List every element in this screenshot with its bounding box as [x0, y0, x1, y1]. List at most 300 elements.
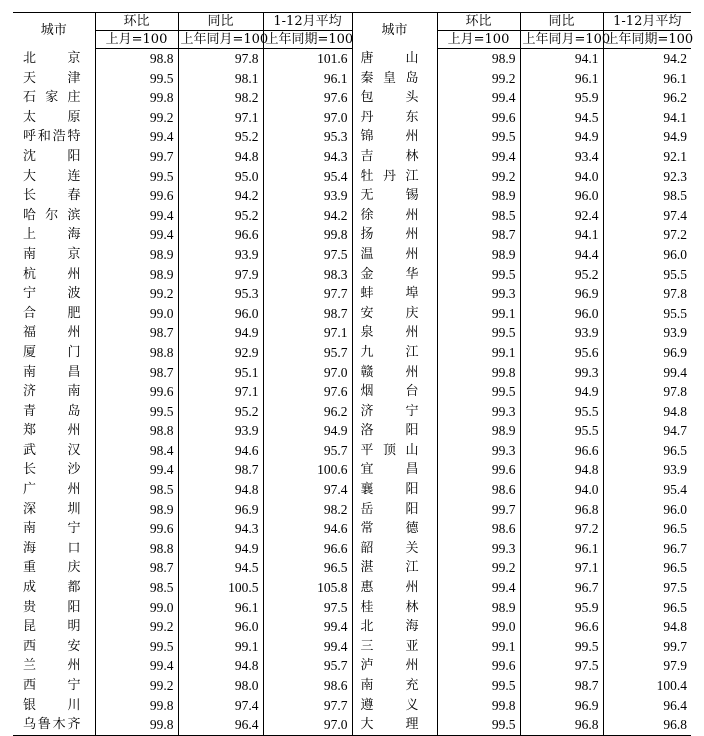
- mom-cell: 99.6: [437, 108, 520, 128]
- avg-cell: 99.7: [603, 637, 691, 657]
- mom-cell: 99.5: [437, 382, 520, 402]
- table-header: [13, 13, 694, 49]
- mom-cell: 99.5: [95, 402, 178, 422]
- city-cell: 乌鲁木齐: [13, 715, 95, 735]
- city-cell: 泉州: [352, 323, 437, 343]
- mom-cell: 99.2: [95, 676, 178, 696]
- yoy-cell: 96.0: [520, 304, 603, 324]
- city-cell: 遵义: [352, 696, 437, 716]
- mom-cell: 99.1: [437, 343, 520, 363]
- yoy-cell: 94.9: [178, 323, 263, 343]
- avg-cell: 96.5: [603, 558, 691, 578]
- yoy-cell: 94.8: [178, 147, 263, 167]
- yoy-cell: 97.4: [178, 696, 263, 716]
- yoy-cell: 93.9: [178, 421, 263, 441]
- yoy-cell: 95.2: [178, 402, 263, 422]
- yoy-cell: 96.9: [178, 500, 263, 520]
- avg-cell: 97.0: [263, 715, 352, 735]
- mom-cell: 99.5: [95, 637, 178, 657]
- avg-cell: 96.5: [263, 558, 352, 578]
- avg-cell: 98.5: [603, 186, 691, 206]
- yoy-cell: 94.8: [520, 460, 603, 480]
- table-row: [13, 441, 691, 461]
- yoy-cell: 96.6: [520, 617, 603, 637]
- avg-cell: 96.1: [263, 69, 352, 89]
- avg-cell: 94.3: [263, 147, 352, 167]
- city-cell: 惠州: [352, 578, 437, 598]
- yoy-cell: 92.9: [178, 343, 263, 363]
- mom-cell: 99.8: [95, 88, 178, 108]
- city-cell: 济南: [23, 384, 81, 400]
- avg-cell: 94.2: [603, 49, 691, 69]
- mom-cell: 99.4: [95, 460, 178, 480]
- mom-cell: 99.3: [437, 539, 520, 559]
- city-cell: 重庆: [23, 560, 81, 576]
- table-row: [13, 108, 691, 128]
- avg-cell: 95.3: [263, 127, 352, 147]
- avg-cell: 99.4: [603, 363, 691, 383]
- table-row: [13, 460, 691, 480]
- header-yoy-base: 上年同月=100: [520, 31, 603, 49]
- avg-cell: 96.4: [603, 696, 691, 716]
- yoy-cell: 94.8: [178, 480, 263, 500]
- table-row: [13, 637, 691, 657]
- avg-cell: 92.3: [603, 167, 691, 187]
- header-city: 城市: [13, 13, 95, 49]
- city-cell: 秦皇岛: [352, 69, 437, 89]
- yoy-cell: 95.2: [178, 206, 263, 226]
- yoy-cell: 95.1: [178, 363, 263, 383]
- mom-cell: 99.7: [95, 147, 178, 167]
- yoy-cell: 96.1: [178, 598, 263, 618]
- table-row: [13, 598, 691, 618]
- mom-cell: 98.7: [95, 363, 178, 383]
- avg-cell: 94.2: [263, 206, 352, 226]
- avg-cell: 97.8: [603, 382, 691, 402]
- mom-cell: 99.5: [437, 676, 520, 696]
- table-row: [13, 402, 691, 422]
- city-cell: 锦州: [352, 127, 437, 147]
- table-body: [13, 49, 691, 736]
- avg-cell: 95.7: [263, 656, 352, 676]
- mom-cell: 99.5: [437, 715, 520, 735]
- city-cell: 泸州: [352, 656, 437, 676]
- city-cell: 北海: [352, 617, 437, 637]
- header-yoy-base: 上年同月=100: [178, 31, 263, 49]
- city-cell: 蚌埠: [352, 284, 437, 304]
- city-cell: 扬州: [352, 225, 437, 245]
- avg-cell: 93.9: [603, 323, 691, 343]
- yoy-cell: 94.0: [520, 480, 603, 500]
- avg-cell: 96.7: [603, 539, 691, 559]
- yoy-cell: 99.5: [520, 637, 603, 657]
- city-cell: 长春: [23, 188, 81, 204]
- avg-cell: 99.4: [263, 637, 352, 657]
- yoy-cell: 97.1: [520, 558, 603, 578]
- table-row: [13, 323, 691, 343]
- avg-cell: 93.9: [263, 186, 352, 206]
- city-cell: 哈尔滨: [23, 207, 81, 223]
- yoy-cell: 96.8: [520, 500, 603, 520]
- yoy-cell: 95.2: [520, 265, 603, 285]
- mom-cell: 99.2: [95, 284, 178, 304]
- yoy-cell: 99.3: [520, 363, 603, 383]
- city-cell: 牡丹江: [352, 167, 437, 187]
- avg-cell: 97.1: [263, 323, 352, 343]
- yoy-cell: 94.9: [178, 539, 263, 559]
- mom-cell: 99.4: [437, 578, 520, 598]
- header-mom-base: 上月=100: [95, 31, 178, 49]
- header-avg: 1-12月平均: [603, 13, 691, 31]
- yoy-cell: 98.7: [178, 460, 263, 480]
- avg-cell: 94.8: [603, 402, 691, 422]
- yoy-cell: 97.1: [178, 382, 263, 402]
- mom-cell: 99.4: [95, 127, 178, 147]
- yoy-cell: 97.1: [178, 108, 263, 128]
- table-row: [13, 225, 691, 245]
- mom-cell: 98.9: [95, 245, 178, 265]
- yoy-cell: 96.6: [520, 441, 603, 461]
- mom-cell: 98.9: [95, 265, 178, 285]
- avg-cell: 96.2: [603, 88, 691, 108]
- header-yoy: 同比: [178, 13, 263, 31]
- avg-cell: 95.7: [263, 441, 352, 461]
- yoy-cell: 96.1: [520, 69, 603, 89]
- avg-cell: 97.6: [263, 382, 352, 402]
- avg-cell: 97.0: [263, 108, 352, 128]
- mom-cell: 99.4: [437, 88, 520, 108]
- yoy-cell: 94.5: [178, 558, 263, 578]
- table-row: [13, 69, 691, 89]
- avg-cell: 94.7: [603, 421, 691, 441]
- city-cell: 安庆: [352, 304, 437, 324]
- header-mom: 环比: [95, 13, 178, 31]
- yoy-cell: 94.3: [178, 519, 263, 539]
- yoy-cell: 95.5: [520, 402, 603, 422]
- yoy-cell: 98.0: [178, 676, 263, 696]
- avg-cell: 96.5: [603, 519, 691, 539]
- city-cell: 兰州: [23, 658, 81, 674]
- city-cell: 吉林: [352, 147, 437, 167]
- mom-cell: 98.5: [437, 206, 520, 226]
- mom-cell: 99.2: [437, 167, 520, 187]
- mom-cell: 98.8: [95, 49, 178, 69]
- city-cell: 长沙: [23, 462, 81, 478]
- city-cell: 北京: [23, 50, 81, 66]
- avg-cell: 97.9: [603, 656, 691, 676]
- yoy-cell: 96.0: [178, 304, 263, 324]
- city-cell: 武汉: [23, 442, 81, 458]
- mom-cell: 99.4: [95, 225, 178, 245]
- avg-cell: 97.0: [263, 363, 352, 383]
- mom-cell: 99.8: [95, 696, 178, 716]
- yoy-cell: 95.9: [520, 88, 603, 108]
- city-cell: 丹东: [352, 108, 437, 128]
- city-cell: 福州: [23, 325, 81, 341]
- avg-cell: 95.4: [603, 480, 691, 500]
- table-row: [13, 343, 691, 363]
- avg-cell: 98.3: [263, 265, 352, 285]
- city-cell: 大连: [23, 168, 81, 184]
- mom-cell: 99.5: [437, 127, 520, 147]
- city-cell: 广州: [23, 482, 81, 498]
- city-cell: 南昌: [23, 364, 81, 380]
- table-row: [13, 304, 691, 324]
- mom-cell: 99.8: [437, 696, 520, 716]
- yoy-cell: 94.9: [520, 382, 603, 402]
- yoy-cell: 99.1: [178, 637, 263, 657]
- table-row: [13, 558, 691, 578]
- avg-cell: 96.1: [603, 69, 691, 89]
- yoy-cell: 96.9: [520, 284, 603, 304]
- city-cell: 海口: [23, 540, 81, 556]
- mom-cell: 99.0: [437, 617, 520, 637]
- avg-cell: 95.4: [263, 167, 352, 187]
- city-cell: 南京: [23, 246, 81, 262]
- mom-cell: 98.9: [437, 186, 520, 206]
- city-cell: 沈阳: [23, 148, 81, 164]
- avg-cell: 98.7: [263, 304, 352, 324]
- price-index-table: [13, 12, 694, 736]
- city-cell: 呼和浩特: [23, 129, 81, 145]
- avg-cell: 94.9: [603, 127, 691, 147]
- yoy-cell: 97.5: [520, 656, 603, 676]
- mom-cell: 98.5: [95, 480, 178, 500]
- mom-cell: 98.5: [95, 578, 178, 598]
- avg-cell: 95.5: [603, 265, 691, 285]
- yoy-cell: 92.4: [520, 206, 603, 226]
- yoy-cell: 94.8: [178, 656, 263, 676]
- city-cell: 九江: [352, 343, 437, 363]
- city-cell: 西宁: [23, 678, 81, 693]
- avg-cell: 97.4: [263, 480, 352, 500]
- avg-cell: 97.4: [603, 206, 691, 226]
- city-cell: 桂林: [352, 598, 437, 618]
- avg-cell: 97.5: [263, 598, 352, 618]
- mom-cell: 99.5: [95, 167, 178, 187]
- city-cell: 银川: [23, 697, 81, 713]
- yoy-cell: 95.9: [520, 598, 603, 618]
- yoy-cell: 96.9: [520, 696, 603, 716]
- avg-cell: 97.8: [603, 284, 691, 304]
- avg-cell: 99.4: [263, 617, 352, 637]
- table-row: [13, 49, 691, 69]
- avg-cell: 95.7: [263, 343, 352, 363]
- avg-cell: 98.6: [263, 676, 352, 696]
- avg-cell: 97.5: [603, 578, 691, 598]
- mom-cell: 98.9: [437, 421, 520, 441]
- yoy-cell: 97.8: [178, 49, 263, 69]
- avg-cell: 97.7: [263, 284, 352, 304]
- city-cell: 贵阳: [23, 599, 81, 615]
- mom-cell: 99.6: [95, 519, 178, 539]
- avg-cell: 96.6: [263, 539, 352, 559]
- table-row: [13, 578, 691, 598]
- avg-cell: 96.0: [603, 245, 691, 265]
- city-cell: 无锡: [352, 186, 437, 206]
- city-cell: 南宁: [23, 521, 81, 537]
- mom-cell: 99.2: [95, 617, 178, 637]
- avg-cell: 96.0: [603, 500, 691, 520]
- city-cell: 洛阳: [352, 421, 437, 441]
- mom-cell: 98.7: [437, 225, 520, 245]
- price-index-table-container: [13, 12, 694, 736]
- mom-cell: 98.9: [437, 49, 520, 69]
- yoy-cell: 94.2: [178, 186, 263, 206]
- table-row: [13, 363, 691, 383]
- avg-cell: 97.5: [263, 245, 352, 265]
- avg-cell: 92.1: [603, 147, 691, 167]
- mom-cell: 98.8: [95, 421, 178, 441]
- city-cell: 唐山: [352, 49, 437, 69]
- table-row: [13, 696, 691, 716]
- mom-cell: 99.5: [437, 323, 520, 343]
- mom-cell: 99.8: [95, 715, 178, 735]
- table-row: [13, 382, 691, 402]
- city-cell: 上海: [23, 227, 81, 243]
- table-row: [13, 715, 691, 735]
- yoy-cell: 95.3: [178, 284, 263, 304]
- avg-cell: 94.6: [263, 519, 352, 539]
- yoy-cell: 100.5: [178, 578, 263, 598]
- avg-cell: 98.2: [263, 500, 352, 520]
- mom-cell: 99.1: [437, 304, 520, 324]
- table-row: [13, 284, 691, 304]
- mom-cell: 99.3: [437, 441, 520, 461]
- city-cell: 岳阳: [352, 500, 437, 520]
- city-cell: 宁波: [23, 286, 81, 302]
- mom-cell: 99.4: [437, 147, 520, 167]
- yoy-cell: 96.8: [520, 715, 603, 735]
- yoy-cell: 95.2: [178, 127, 263, 147]
- mom-cell: 99.8: [437, 363, 520, 383]
- city-cell: 郑州: [23, 423, 81, 439]
- mom-cell: 99.5: [95, 69, 178, 89]
- yoy-cell: 94.6: [178, 441, 263, 461]
- avg-cell: 105.8: [263, 578, 352, 598]
- avg-cell: 96.8: [603, 715, 691, 735]
- city-cell: 韶关: [352, 539, 437, 559]
- yoy-cell: 96.1: [520, 539, 603, 559]
- mom-cell: 99.6: [437, 460, 520, 480]
- mom-cell: 98.8: [95, 539, 178, 559]
- avg-cell: 96.2: [263, 402, 352, 422]
- table-row: [13, 88, 691, 108]
- avg-cell: 94.1: [603, 108, 691, 128]
- city-cell: 南充: [352, 676, 437, 696]
- mom-cell: 99.6: [95, 186, 178, 206]
- avg-cell: 96.9: [603, 343, 691, 363]
- table-row: [13, 500, 691, 520]
- yoy-cell: 96.7: [520, 578, 603, 598]
- mom-cell: 99.2: [437, 558, 520, 578]
- mom-cell: 99.5: [437, 265, 520, 285]
- yoy-cell: 94.1: [520, 225, 603, 245]
- city-cell: 济宁: [352, 402, 437, 422]
- mom-cell: 99.3: [437, 402, 520, 422]
- avg-cell: 101.6: [263, 49, 352, 69]
- table-row: [13, 539, 691, 559]
- table-row: [13, 186, 691, 206]
- yoy-cell: 96.4: [178, 715, 263, 735]
- mom-cell: 99.0: [95, 304, 178, 324]
- table-row: [13, 147, 691, 167]
- mom-cell: 98.9: [437, 598, 520, 618]
- table-row: [13, 676, 691, 696]
- header-avg-base: 上年同期=100: [263, 31, 352, 49]
- table-row: [13, 656, 691, 676]
- city-cell: 青岛: [23, 403, 81, 419]
- table-row: [13, 265, 691, 285]
- yoy-cell: 95.0: [178, 167, 263, 187]
- city-cell: 徐州: [352, 206, 437, 226]
- table-row: [13, 421, 691, 441]
- yoy-cell: 94.4: [520, 245, 603, 265]
- city-cell: 成都: [23, 580, 81, 596]
- yoy-cell: 97.2: [520, 519, 603, 539]
- avg-cell: 99.8: [263, 225, 352, 245]
- mom-cell: 99.4: [95, 656, 178, 676]
- header-avg: 1-12月平均: [263, 13, 352, 31]
- city-cell: 宜昌: [352, 460, 437, 480]
- header-mom-base: 上月=100: [437, 31, 520, 49]
- city-cell: 深圳: [23, 501, 81, 517]
- table-row: [13, 519, 691, 539]
- yoy-cell: 96.0: [520, 186, 603, 206]
- mom-cell: 99.4: [95, 206, 178, 226]
- yoy-cell: 98.7: [520, 676, 603, 696]
- yoy-cell: 98.1: [178, 69, 263, 89]
- mom-cell: 98.8: [95, 343, 178, 363]
- mom-cell: 98.6: [437, 519, 520, 539]
- city-cell: 昆明: [23, 619, 81, 635]
- avg-cell: 97.6: [263, 88, 352, 108]
- yoy-cell: 94.1: [520, 49, 603, 69]
- city-cell: 三亚: [352, 637, 437, 657]
- city-cell: 合肥: [23, 305, 81, 321]
- avg-cell: 97.2: [603, 225, 691, 245]
- yoy-cell: 96.0: [178, 617, 263, 637]
- city-cell: 湛江: [352, 558, 437, 578]
- yoy-cell: 97.9: [178, 265, 263, 285]
- yoy-cell: 93.9: [520, 323, 603, 343]
- city-cell: 平顶山: [352, 441, 437, 461]
- mom-cell: 99.7: [437, 500, 520, 520]
- mom-cell: 99.2: [437, 69, 520, 89]
- city-cell: 烟台: [352, 382, 437, 402]
- city-cell: 温州: [352, 245, 437, 265]
- avg-cell: 94.8: [603, 617, 691, 637]
- city-cell: 金华: [352, 265, 437, 285]
- city-cell: 天津: [23, 70, 81, 86]
- table-row: [13, 480, 691, 500]
- avg-cell: 96.5: [603, 441, 691, 461]
- yoy-cell: 94.5: [520, 108, 603, 128]
- city-cell: 厦门: [23, 344, 81, 360]
- mom-cell: 98.6: [437, 480, 520, 500]
- mom-cell: 99.2: [95, 108, 178, 128]
- avg-cell: 100.4: [603, 676, 691, 696]
- mom-cell: 98.4: [95, 441, 178, 461]
- header-yoy: 同比: [520, 13, 603, 31]
- yoy-cell: 96.6: [178, 225, 263, 245]
- mom-cell: 98.7: [95, 558, 178, 578]
- avg-cell: 95.5: [603, 304, 691, 324]
- city-cell: 包头: [352, 88, 437, 108]
- yoy-cell: 95.5: [520, 421, 603, 441]
- avg-cell: 96.5: [603, 598, 691, 618]
- mom-cell: 98.7: [95, 323, 178, 343]
